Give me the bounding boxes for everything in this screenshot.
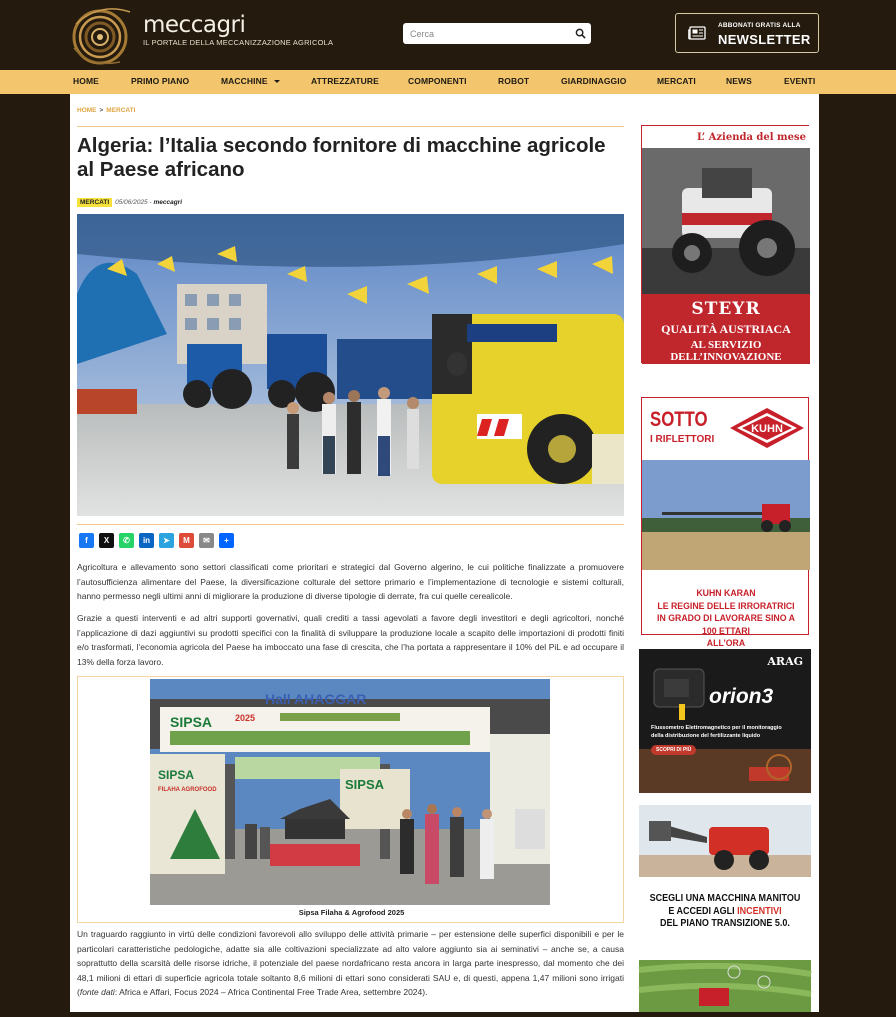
article-figure (77, 676, 624, 923)
search-icon[interactable] (575, 28, 586, 39)
article-paragraph-text: Un traguardo raggiunto in virtù delle condizioni favorevoli allo sviluppo delle attività primarie – per estensione delle superfici disponibili e per le particolari caratteristiche pedologiche, adatte sia alle coltivazioni specializzate ad alto valore aggiunto sia ai seminativi – anche se, a causa soprattutto della scarsità delle risorse idriche, il potenziale del paese nordafricano resta ancora in larga parte inespresso, dal momento che dei 48,1 milioni di ettari di superficie agricola totale soltanto 8,6 milioni di ettari sono considerati SAU e, di questi, appena 1,47 milioni sono irrigati ( (77, 929, 624, 998)
site-header (0, 0, 896, 70)
newspaper-icon (688, 26, 706, 40)
figure-sign-year: 2025 (235, 713, 256, 723)
ad-field[interactable] (639, 960, 811, 1012)
whatsapp-icon[interactable]: ✆ (119, 533, 134, 548)
email-icon[interactable]: ✉ (199, 533, 214, 548)
ad-kuhn-logo (728, 406, 806, 450)
ad-kuhn[interactable] (641, 397, 809, 649)
ad-manitou-line2 (648, 906, 803, 919)
source-text: : Africa e Affari, Focus 2024 – Africa Continental Free Trade Area, settembre 2024). (114, 987, 428, 998)
figure-sign-sipsa-2: SIPSA (158, 768, 195, 782)
source-label: fonte dati (79, 987, 115, 998)
divider (77, 126, 624, 127)
figure-caption: Sipsa Filaha & Agrofood 2025 (298, 908, 405, 917)
nav-attrezzature[interactable]: ATTREZZATURE (311, 76, 379, 86)
ad-kuhn-brand: KUHN (751, 423, 783, 435)
breadcrumb-current[interactable]: MERCATI (106, 107, 136, 114)
newsletter-title: NEWSLETTER (718, 32, 811, 47)
nav-componenti[interactable]: COMPONENTI (408, 76, 467, 86)
nav-eventi[interactable]: EVENTI (784, 76, 816, 86)
linkedin-icon[interactable]: in (139, 533, 154, 548)
ad-manitou[interactable] (639, 805, 811, 943)
article-paragraph: Grazie a questi interventi e ad altri supporti governativi, quali crediti a tassi agevolati a favore degli investitori e degli agricoltori, nonché l’applicazione di dazi aggiuntivi su prodotti specifici con la finalità di sviluppare la produzione locale a scapito delle importazioni di prodotti finiti e/o trasformati, l’economia agricola del Paese ha imboccato una fase di crescita, che l’ha portata a rappresentare il 10% del PiL e ad occupare il 13% della forza lavoro. (77, 613, 624, 667)
ad-manitou-incentivi: INCENTIVI (737, 905, 782, 917)
nav-mercati[interactable]: MERCATI (657, 76, 696, 86)
ad-kuhn-image (642, 460, 810, 570)
x-icon[interactable]: X (99, 533, 114, 548)
ad-kuhn-line1: KUHN KARAN (696, 588, 756, 599)
figure-image (150, 679, 550, 905)
main-navigation (0, 70, 896, 94)
page-content (70, 94, 819, 1012)
ad-manitou-line2a: E ACCEDI AGLI (668, 905, 738, 917)
nav-home[interactable]: HOME (73, 76, 99, 86)
ad-arag-brand: ARAG (767, 655, 803, 668)
figure-sign-sipsa: SIPSA (170, 714, 213, 730)
breadcrumb-home[interactable]: HOME (77, 107, 97, 114)
ad-kuhn-line3: IN GRADO DI LAVORARE SINO A 100 ETTARI (657, 613, 795, 637)
search-box (403, 23, 591, 44)
breadcrumb (77, 107, 135, 114)
ad-arag-desc2: della distribuzione del fertilizzante liquido (651, 733, 761, 739)
category-badge[interactable]: MERCATI (77, 198, 112, 207)
breadcrumb-separator: > (99, 107, 104, 114)
ad-steyr-footer (642, 294, 810, 364)
nav-news[interactable]: NEWS (726, 76, 752, 86)
hero-image-drawing (77, 214, 624, 516)
newsletter-button[interactable] (675, 13, 819, 53)
ad-kuhn-header2: I RIFLETTORI (650, 434, 715, 445)
ad-arag-cta[interactable]: SCOPRI DI PIÙ (651, 745, 696, 755)
search-input[interactable] (403, 23, 571, 44)
ad-steyr-header: L’ Azienda del mese (642, 126, 810, 148)
ad-arag-image (639, 649, 811, 793)
share-icon[interactable]: + (219, 533, 234, 548)
ad-arag-product: orion3 (709, 685, 774, 708)
nav-macchine[interactable] (221, 76, 280, 86)
article-paragraph (77, 927, 624, 1000)
logo-tagline: IL PORTALE DELLA MECCANIZZAZIONE AGRICOLA (143, 38, 334, 47)
nav-macchine-label: MACCHINE (221, 76, 268, 86)
ad-manitou-image (639, 805, 811, 877)
ad-steyr-line2: AL SERVIZIO DELL’INNOVAZIONE (670, 339, 782, 363)
ad-arag-description (651, 724, 782, 740)
figure-sign-sipsa-3: SIPSA (345, 777, 385, 792)
nav-primo-piano[interactable]: PRIMO PIANO (131, 76, 190, 86)
facebook-icon[interactable]: f (79, 533, 94, 548)
telegram-icon[interactable]: ➤ (159, 533, 174, 548)
nav-giardinaggio[interactable]: GIARDINAGGIO (561, 76, 627, 86)
article-author[interactable]: meccagri (153, 199, 183, 206)
ad-manitou-text (648, 893, 803, 931)
newsletter-subtitle: ABBONATI GRATIS ALLA (718, 22, 801, 29)
meta-separator: - (147, 199, 154, 206)
ad-kuhn-line4: ALL’ORA (706, 638, 746, 649)
ad-manitou-line1: SCEGLI UNA MACCHINA MANITOU (649, 893, 801, 904)
caret-down-icon (274, 80, 280, 83)
ad-field-image (639, 960, 811, 1012)
figure-sign-filaha: FILAHA AGROFOOD (158, 787, 217, 793)
ad-steyr[interactable] (641, 125, 809, 363)
figure-image-drawing (150, 679, 550, 905)
ad-steyr-brand: STEYR (691, 299, 761, 319)
ad-kuhn-line2: LE REGINE DELLE IRRORATRICI (657, 600, 795, 612)
divider (77, 524, 624, 525)
ad-manitou-line3: DEL PIANO TRANSIZIONE 5.0. (660, 918, 790, 929)
article-paragraph: Agricoltura e allevamento sono settori classificati come prioritari e strategici dal Governo algerino, le cui politiche finalizzate a promuovere l’autosufficienza alimentare del Paese, la diversificazione colturale del settore primario e l’implementazione di tecnologie e sistemi colturali, hanno permesso negli ultimi anni di migliorare la produzione di diverse tipologie di derrate, fra cui quelle cerealicole. (77, 562, 624, 602)
ad-kuhn-text (649, 588, 804, 651)
ad-kuhn-header1: SOTTO (650, 408, 708, 431)
nav-robot[interactable]: ROBOT (498, 76, 530, 86)
ad-arag[interactable] (639, 649, 811, 793)
gmail-icon[interactable]: M (179, 533, 194, 548)
ad-arag-desc1: Flussometro Elettromagnetico per il monitoraggio (651, 725, 782, 731)
hero-image (77, 214, 624, 516)
article-title: Algeria: l’Italia secondo fornitore di macchine agricole al Paese africano (77, 134, 606, 181)
article-date: 05/06/2025 (115, 199, 148, 206)
logo-name[interactable]: meccagri (143, 12, 246, 38)
article-meta (77, 198, 182, 207)
figure-banner-text: Hall AHAGGAR (265, 691, 367, 707)
logo-icon[interactable] (70, 4, 134, 66)
ad-steyr-line1: QUALITÀ AUSTRIACA (661, 322, 791, 336)
ad-steyr-image (642, 148, 810, 294)
